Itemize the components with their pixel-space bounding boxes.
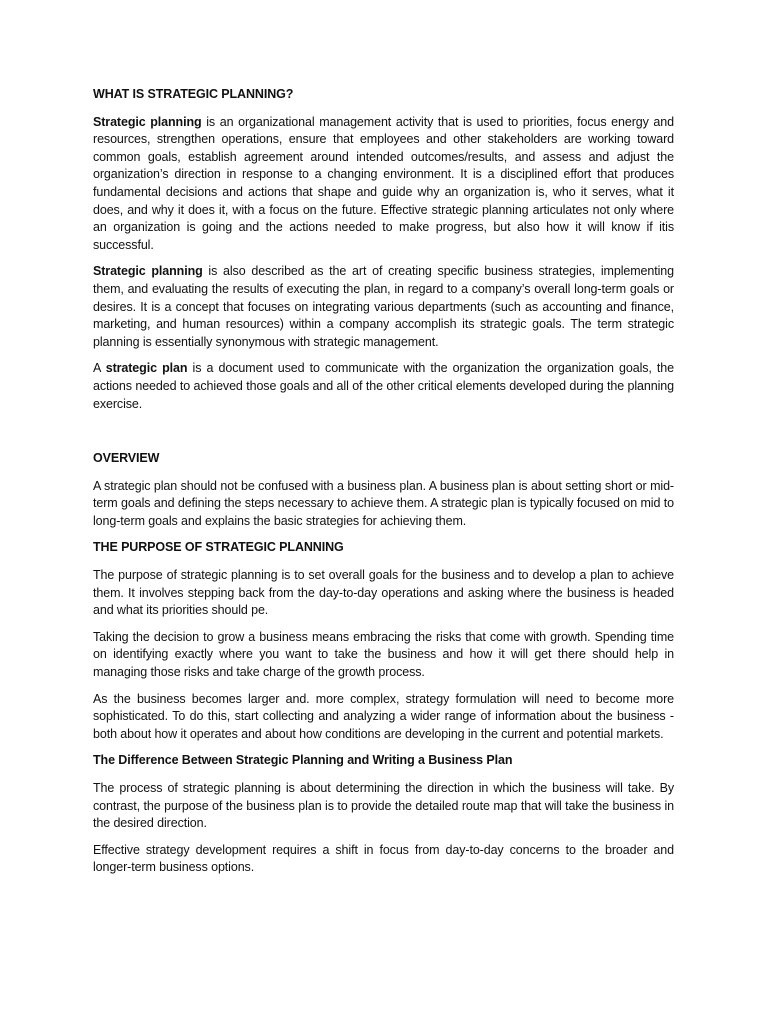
document-body: [93, 86, 674, 877]
paragraph-overview: A strategic plan should not be confused with a business plan. A business plan is about setting short or mid-term goals and defining the steps necessary to achieve them. A strategic plan is typically focused on mid to long-term goals and explains the basic strategies for achieving them.: [93, 478, 674, 528]
heading-purpose: THE PURPOSE OF STRATEGIC PLANNING: [93, 540, 344, 555]
paragraph-plan-lead: strategic plan: [105, 361, 188, 376]
paragraph-growth-risks: Taking the decision to grow a business means embracing the risks that come with growth. Spending time on identifying exactly where you want to take the business and how it will get there should help in managing those risks and take charge of the growth process.: [93, 629, 674, 680]
paragraph-definition: [93, 114, 674, 255]
paragraph-plan-text: is a document used to communicate with the organization the organization goals, the actions needed to achieved those goals and all of the other critical elements developed during the planning exercise.: [93, 361, 675, 411]
paragraph-sophistication: As the business becomes larger and. more complex, strategy formulation will need to become more sophisticated. To do this, start collecting and analyzing a wider range of information about the business - both about how it operates and about how conditions are developing in the current and potential markets.: [93, 691, 674, 741]
paragraph-difference: The process of strategic planning is about determining the direction in which the business will take. By contrast, the purpose of the business plan is to provide the detailed route map that will take the business in the desired direction.: [93, 781, 674, 831]
paragraph-strategic-plan-document: [93, 360, 674, 413]
heading-difference: The Difference Between Strategic Planning and Writing a Business Plan: [93, 753, 513, 768]
paragraph-effective-strategy: Effective strategy development requires a shift in focus from day-to-day concerns to the broader and longer-term business options.: [93, 842, 674, 875]
heading-what-is-strategic-planning: WHAT IS STRATEGIC PLANNING?: [93, 87, 294, 101]
paragraph-art-of-strategies: [93, 263, 674, 351]
paragraph-purpose: The purpose of strategic planning is to set overall goals for the business and to develop a plan to achieve them. It involves stepping back from the day-to-day operations and asking where the business is headed and what its priorities should pe.: [93, 568, 674, 618]
paragraph-plan-prefix: A: [93, 361, 106, 376]
heading-overview: OVERVIEW: [93, 451, 160, 466]
paragraph-definition-lead: Strategic planning: [93, 114, 202, 129]
paragraph-art-lead: Strategic planning: [93, 264, 203, 279]
paragraph-definition-text: is an organizational management activity that is used to priorities, focus energy and resources, strengthen operations, ensure that employees and other stakeholders are working toward common goals, establish agreement around intended outcomes/results, and assess and adjust the organization’s direction in response to a changing environment. It is a disciplined effort that produces fundamental decisions and actions that shape and guide why an organization is, who it serves, what it does, and why it does it, with a focus on the future. Effective strategic planning articulates not only where an organization is going and the actions needed to make progress, but also how it will know if itis successful.: [93, 114, 674, 252]
paragraph-art-text: is also described as the art of creating specific business strategies, implementing them, and evaluating the results of executing the plan, in regard to a company’s overall long-term goals or desires. It is a concept that focuses on integrating various departments (such as accounting and finance, marketing, and human resources) within a company accomplish its strategic goals. The term strategic planning is essentially synonymous with strategic management.: [93, 264, 674, 349]
